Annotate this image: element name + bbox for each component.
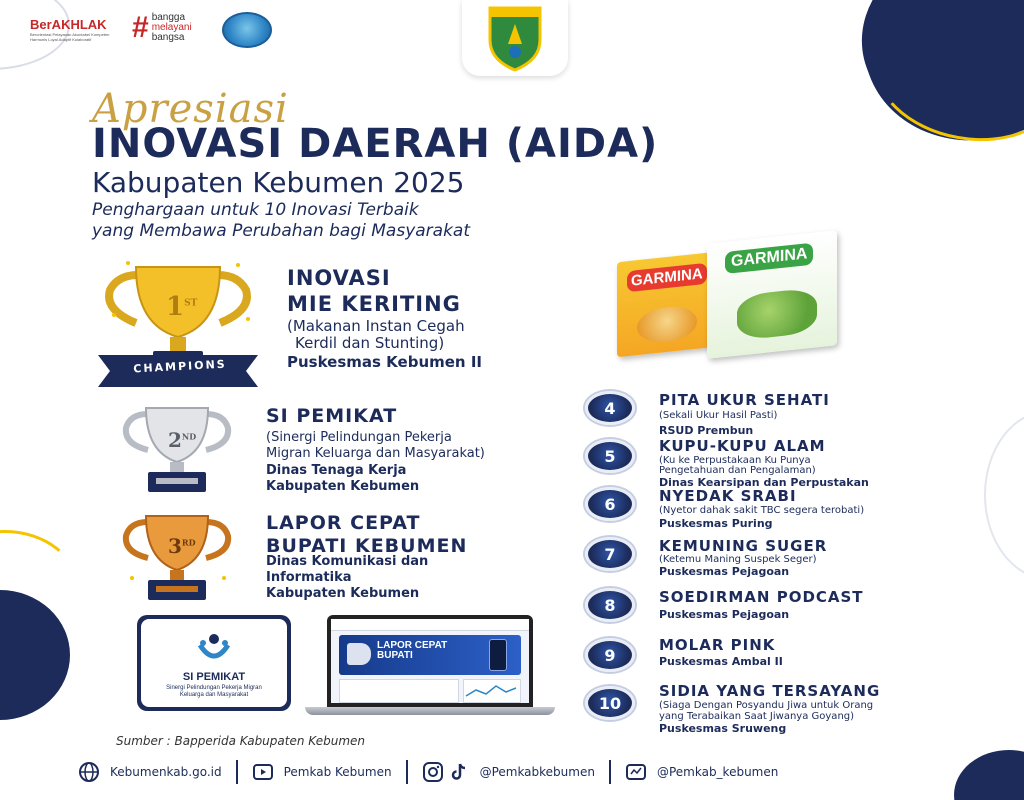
garmina-box-yellow: GARMINA: [617, 252, 717, 358]
tagline-line-2: yang Membawa Perubahan bagi Masyarakat: [92, 221, 471, 241]
item-desc: yang Terabaikan Saat Jiwanya Goyang): [659, 711, 855, 722]
footer-website[interactable]: [78, 761, 222, 783]
berakhlak-logo-subtext: Berorientasi Pelayanan Akuntabel Kompeten Harmonis Loyal Adaptif Kolaboratif: [30, 32, 110, 42]
item-desc: (Ketemu Maning Suspek Seger): [659, 554, 817, 565]
globe-icon: [78, 761, 100, 783]
bangga-line-2: melayani: [151, 22, 192, 33]
social-icon: [625, 761, 647, 783]
rank-3-title: LAPOR CEPAT BUPATI KEBUMEN: [266, 512, 468, 557]
item-desc: Pengetahuan dan Pengalaman): [659, 465, 816, 476]
item-unit: Puskesmas Puring: [659, 517, 773, 530]
item-unit: RSUD Prembun: [659, 424, 754, 437]
phone-icon: [489, 639, 507, 671]
side-ring-right: [984, 410, 1024, 580]
item-desc: (Siaga Dengan Posyandu Jiwa untuk Orang: [659, 700, 874, 711]
kebumen-crest-card: [462, 0, 568, 76]
item-name: KUPU-KUPU ALAM: [659, 437, 826, 455]
rank-1-number: 1ST: [166, 292, 198, 322]
instagram-icon: [422, 761, 444, 783]
item-unit: Puskesmas Sruweng: [659, 722, 787, 735]
page-title: INOVASI DAERAH (AIDA): [92, 121, 659, 167]
footer-divider: [236, 760, 238, 784]
footer-socials: [78, 756, 958, 788]
tiktok-icon: [448, 761, 470, 783]
rank-3-suffix: RD: [181, 537, 196, 548]
rank-1-unit: Puskesmas Kebumen II: [287, 353, 482, 371]
rank-3-unit: Dinas Komunikasi dan Informatika Kabupaten Kebumen: [266, 554, 429, 601]
si-pemikat-mark-icon: [196, 631, 232, 667]
rank-badge: 7: [585, 537, 635, 571]
si-pemikat-logo-subtitle: Sinergi Pelindungan Pekerja Migran Keluarga dan Masyarakat: [166, 685, 262, 698]
rank-2-number: 2ND: [168, 428, 197, 452]
item-desc: (Ku ke Perpustakaan Ku Punya: [659, 455, 811, 466]
footer-instagram-text: @Pemkabkebumen: [479, 765, 595, 779]
si-pemikat-logo-title: SI PEMIKAT: [182, 671, 246, 683]
item-name: KEMUNING SUGER: [659, 537, 828, 555]
item-unit: Puskesmas Pejagoan: [659, 608, 790, 621]
item-unit: Dinas Kearsipan dan Perpustakan: [659, 476, 869, 489]
rank-1-suffix: ST: [184, 298, 198, 309]
champions-ribbon-text: CHAMPIONS: [133, 357, 227, 376]
rank-2-unit: Dinas Tenaga Kerja Kabupaten Kebumen: [266, 463, 420, 494]
lapor-cepat-laptop-image: [305, 615, 555, 715]
rank-badge: 5: [585, 439, 635, 473]
rank-2-description: (Sinergi Pelindungan Pekerja Migran Keluarga dan Masyarakat): [266, 430, 485, 461]
item-name: SOEDIRMAN PODCAST: [659, 588, 864, 606]
rank-badge: 10: [585, 686, 635, 720]
item-name: SIDIA YANG TERSAYANG: [659, 682, 881, 700]
rank-badge: 4: [585, 391, 635, 425]
megaphone-icon: [347, 643, 371, 665]
rank-1-title: INOVASI MIE KERITING: [287, 266, 461, 316]
item-name: NYEDAK SRABI: [659, 487, 797, 505]
bangga-melayani-logo: [132, 13, 192, 43]
rank-2-suffix: ND: [181, 431, 197, 442]
item-desc: (Sekali Ukur Hasil Pasti): [659, 410, 778, 421]
item-name: PITA UKUR SEHATI: [659, 391, 830, 409]
garmina-products-image: [612, 232, 847, 357]
item-unit: Puskesmas Pejagoan: [659, 565, 790, 578]
tagline-line-1: Penghargaan untuk 10 Inovasi Terbaik: [92, 200, 419, 220]
rank-3-number: 3RD: [168, 534, 196, 558]
kebumen-crest-icon: [462, 0, 568, 76]
berakhlak-logo: [30, 17, 125, 42]
agency-round-logo: [222, 12, 272, 48]
youtube-icon: [252, 761, 274, 783]
footer-other-social[interactable]: [625, 761, 778, 783]
title-script: Apresiasi: [92, 86, 289, 132]
corner-decoration-bottom-right: [954, 750, 1024, 800]
garmina-box-green: GARMINA: [707, 230, 837, 359]
bangga-line-1: bangga: [151, 12, 186, 23]
item-name: MOLAR PINK: [659, 636, 776, 654]
rank-2-title: SI PEMIKAT: [266, 405, 398, 427]
berakhlak-logo-text: BerAKHLAK: [30, 17, 107, 32]
item-unit: Puskesmas Ambal II: [659, 655, 783, 668]
source-note: Sumber : Bapperida Kabupaten Kebumen: [116, 734, 365, 748]
footer-divider: [406, 760, 408, 784]
footer-website-text: Kebumenkab.go.id: [110, 765, 222, 779]
si-pemikat-logo-card: [137, 615, 291, 711]
footer-other-text: @Pemkab_kebumen: [656, 765, 779, 779]
lapor-banner-title: LAPOR CEPAT BUPATI: [377, 640, 448, 661]
tagline: [92, 200, 470, 242]
item-desc: (Nyetor dahak sakit TBC segera terobati): [659, 505, 865, 516]
footer-youtube[interactable]: [252, 761, 392, 783]
bangga-line-3: bangsa: [151, 32, 185, 43]
footer-instagram-tiktok[interactable]: [422, 761, 595, 783]
rank-badge: 8: [585, 588, 635, 622]
footer-divider: [609, 760, 611, 784]
mini-chart-icon: [464, 680, 520, 702]
rank-1-description: (Makanan Instan Cegah Kerdil dan Stunting): [287, 317, 465, 352]
rank-badge: 6: [585, 487, 635, 521]
rank-badge: 9: [585, 638, 635, 672]
footer-youtube-text: Pemkab Kebumen: [283, 765, 392, 779]
bangga-hash: #: [132, 11, 149, 44]
page-subtitle: Kabupaten Kebumen 2025: [92, 166, 465, 199]
